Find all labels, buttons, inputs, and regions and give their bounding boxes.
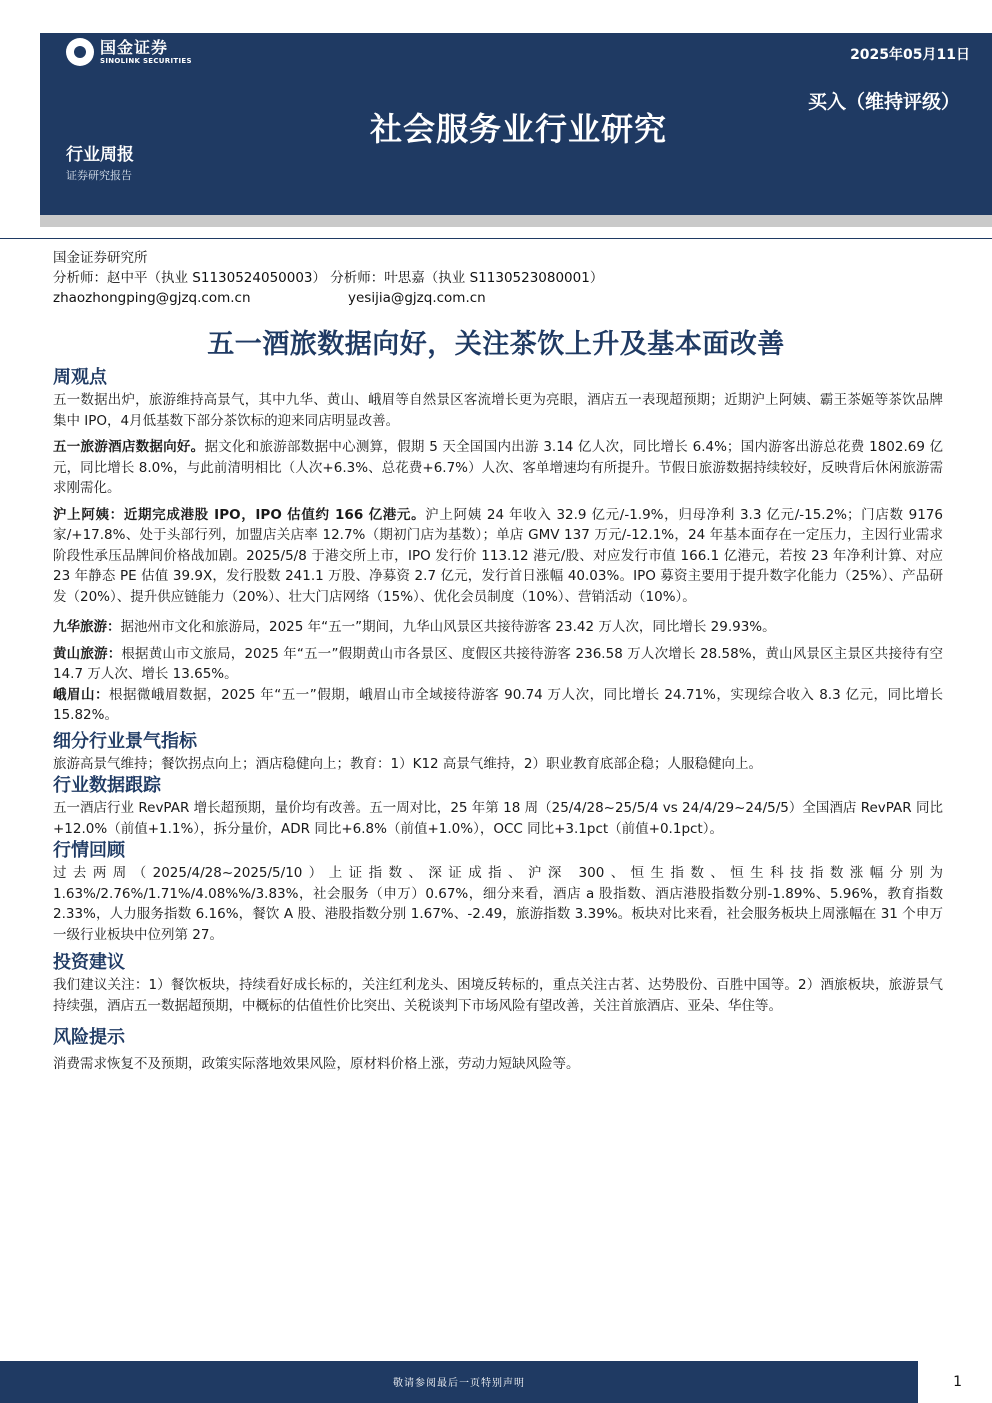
paragraph: 我们建议关注：1）餐饮板块，持续看好成长标的，关注红利龙头、困境反转标的，重点关注古茗、达势股份、百胜中国等。2）酒旅板块，旅游景气持续强，酒店五一数据超预期，中概标的估值性价比突出、关税谈判下市场风险有望改善，关注首旅酒店、亚朵、华住等。	[53, 977, 943, 1014]
paragraph: 九华旅游：据池州市文化和旅游局，2025 年“五一”期间，九华山风景区共接待游客 23.42 万人次，同比增长 29.93%。	[53, 619, 776, 635]
report-title: 社会服务业行业研究	[370, 110, 668, 148]
section-title-data-tracking: 行业数据跟踪	[53, 775, 161, 796]
company-logo	[66, 38, 192, 66]
emails	[53, 288, 603, 308]
paragraph-lead: 黄山旅游：	[53, 645, 122, 662]
paragraph: 旅游高景气维持；餐饮拐点向上；酒店稳健向上；教育：1）K12 高景气维持，2）职业教育底部企稳；人服稳健向上。	[53, 755, 762, 772]
report-subtype: 证券研究报告	[66, 169, 132, 182]
paragraph-lead: 九华旅游：	[53, 619, 121, 635]
email-2[interactable]: yesijia@gjzq.com.cn	[348, 290, 486, 306]
paragraph: 五一酒店行业 RevPAR 增长超预期，量价均有改善。五一周对比，25 年第 18 周（25/4/28~25/5/4 vs 24/4/29~24/5/5）全国酒店 RevPAR 同比+12.0%（前值+1.1%），拆分量价，ADR 同比+6.8%（前值+1.0%），OCC 同比+3.1pct（前值+0.1pct）。	[53, 800, 943, 837]
logo-en: SINOLINK SECURITIES	[100, 56, 192, 65]
paragraph: 沪上阿姨：近期完成港股 IPO，IPO 估值约 166 亿港元。沪上阿姨 24 年收入 32.9 亿元/-1.9%，归母净利 3.3 亿元/-15.2%；门店数 9176 家/+17.8%、处于头部行列，加盟店关店率 12.7%（期初门店为基数）；单店 GMV 137 万元/-12.1%，24 年基本面存在一定压力，主因行业需求阶段性承压品牌间价格战加剧。2025/5/8 于港交所上市，IPO 发行价 113.12 港元/股、对应发行市值 166.1 亿港元，若按 23 年净利计算、对应 23 年静态 PE 估值 39.9X，发行股数 241.1 万股、净募资 2.7 亿元，发行首日涨幅 40.03%。IPO 募资主要用于提升数字化能力（25%）、产品研发（20%）、提升供应链能力（20%）、壮大门店网络（15%）、优化会员制度（10%）、营销活动（10%）。	[53, 506, 943, 605]
report-date: 2025年05月11日	[850, 47, 970, 63]
analyst-info	[53, 248, 603, 308]
analysts: 分析师：赵中平（执业 S1130524050003） 分析师：叶思嘉（执业 S1130523080001）	[53, 270, 604, 286]
paragraph-lead: 五一旅游酒店数据向好。	[53, 439, 205, 455]
paragraph: 五一旅游酒店数据向好。据文化和旅游部数据中心测算，假期 5 天全国国内出游 3.14 亿人次，同比增长 6.4%；国内游客出游总花费 1802.69 亿元，同比增长 8.0%，与此前清明相比（人次+6.3%、总花费+6.7%）人次、客单增速均有所提升。节假日旅游数据持续较好，反映背后休闲旅游需求刚需化。	[53, 439, 944, 496]
section-title-market-review: 行情回顾	[53, 840, 125, 861]
section-title-weekly-view: 周观点	[53, 367, 107, 388]
section-title-indicators: 细分行业景气指标	[53, 730, 197, 752]
paragraph-lead: 沪上阿姨：近期完成港股 IPO，IPO 估值约 166 亿港元。	[53, 506, 426, 523]
paragraph: 消费需求恢复不及预期，政策实际落地效果风险，原材料价格上涨，劳动力短缺风险等。	[53, 1056, 580, 1072]
paragraph: 五一数据出炉，旅游维持高景气，其中九华、黄山、峨眉等自然景区客流增长更为亮眼，酒店五一表现超预期；近期沪上阿姨、霸王茶姬等茶饮品牌集中 IPO，4月低基数下部分茶饮标的迎来同店明显改善。	[53, 392, 943, 429]
divider	[0, 238, 992, 239]
email-1[interactable]: zhaozhongping@gjzq.com.cn	[53, 290, 251, 306]
banner-shadow-bottom	[40, 215, 992, 227]
rating: 买入（维持评级）	[807, 91, 960, 113]
paragraph-lead: 峨眉山：	[53, 686, 110, 703]
headline: 五一酒旅数据向好，关注茶饮上升及基本面改善	[207, 329, 785, 360]
section-title-investment-advice: 投资建议	[53, 952, 125, 973]
report-type: 行业周报	[66, 145, 134, 165]
paragraph: 过去两周（2025/4/28~2025/5/10）上证指数、深证成指、沪深 300、恒生指数、恒生科技指数涨幅分别为1.63%/2.76%/1.71%/4.08%%/3.83%，社会服务（申万）0.67%，细分来看，酒店 a 股指数、酒店港股指数分别-1.89%、5.96%，教育指数 2.33%，人力服务指数 6.16%，餐饮 A 股、港股指数分别 1.67%、-2.49，旅游指数 3.39%。板块对比来看，社会服务板块上周涨幅在 31 个申万一级行业板块中位列第 27。	[53, 865, 943, 943]
report-body	[53, 366, 943, 1075]
footer-disclaimer: 敬请参阅最后一页特别声明	[393, 1378, 525, 1389]
institute: 国金证券研究所	[53, 250, 148, 266]
paragraph: 黄山旅游：根据黄山市文旅局，2025 年“五一”假期黄山市各景区、度假区共接待游客 236.58 万人次增长 28.58%，黄山风景区主景区共接待有空 14.7 万人次、增长 13.65%。	[53, 645, 943, 682]
logo-icon	[66, 38, 94, 66]
paragraph: 峨眉山：根据微峨眉数据，2025 年“五一”假期，峨眉山市全域接待游客 90.74 万人次，同比增长 24.71%，实现综合收入 8.3 亿元，同比增长 15.82%。	[53, 686, 944, 723]
section-title-risk: 风险提示	[53, 1027, 125, 1048]
page-number: 1	[953, 1374, 962, 1390]
logo-cn: 国金证券	[100, 37, 169, 57]
